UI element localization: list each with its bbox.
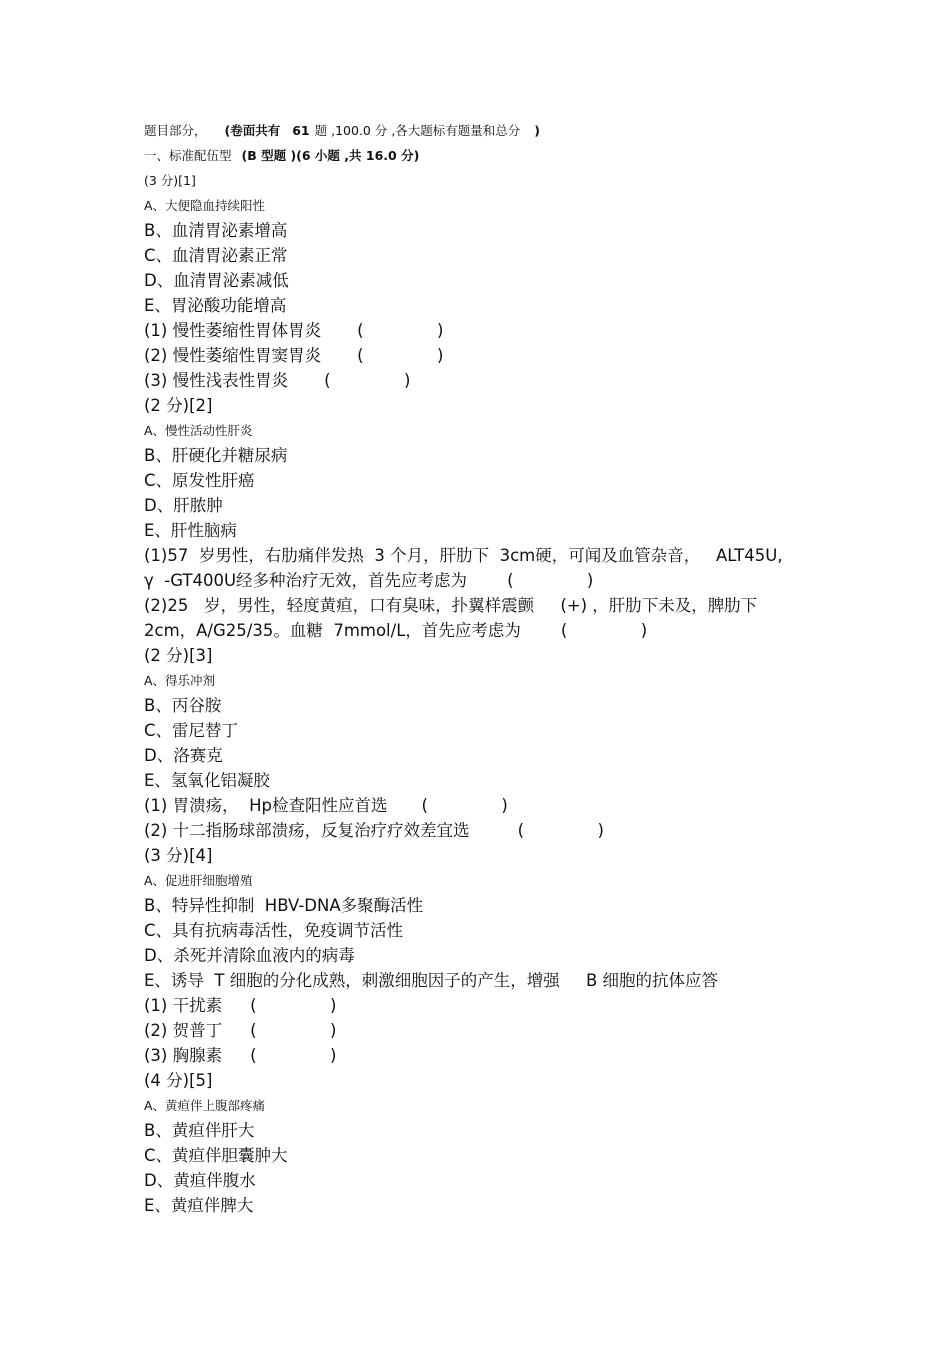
option-e: E、氢氧化铝凝胶 <box>144 771 270 790</box>
sub-question: (3) 慢性浅表性胃炎 ( ) <box>144 368 824 393</box>
answer-blank[interactable]: ( ) <box>421 796 508 815</box>
answer-blank[interactable]: ( ) <box>250 1046 337 1065</box>
sub-question: γ -GT400U经多种治疗无效，首先应考虑为 ( ) <box>144 568 824 593</box>
question-block-1 <box>144 168 824 393</box>
option-a: A、黄疸伴上腹部疼痛 <box>144 1098 266 1113</box>
question-head: (4 分)[5] <box>144 1071 213 1090</box>
answer-blank[interactable]: ( ) <box>324 371 411 390</box>
option-e: E、肝性脑病 <box>144 521 237 540</box>
option-e: E、诱导 T 细胞的分化成熟，刺激细胞因子的产生，增强 B 细胞的抗体应答 <box>144 971 719 990</box>
header-part2: (卷面共有 <box>224 123 281 138</box>
exam-page <box>144 118 824 1218</box>
section-prefix: 一、标准配伍型 <box>144 148 232 163</box>
question-block-4 <box>144 843 824 1068</box>
option-b: B、肝硬化并糖尿病 <box>144 446 288 465</box>
option-a: A、得乐冲剂 <box>144 673 216 688</box>
sub-question: 2cm，A/G25/35。血糖 7mmol/L，首先应考虑为 ( ) <box>144 618 824 643</box>
option-b: B、特异性抑制 HBV-DNA多聚酶活性 <box>144 896 424 915</box>
sub-question: (2) 慢性萎缩性胃窦胃炎 ( ) <box>144 343 824 368</box>
question-block-2 <box>144 393 824 643</box>
answer-blank[interactable]: ( ) <box>357 346 444 365</box>
option-d: D、杀死并清除血液内的病毒 <box>144 946 355 965</box>
header-count: 61 <box>292 123 310 138</box>
sub-question: (1) 干扰素 ( ) <box>144 993 824 1018</box>
section-title <box>144 143 824 168</box>
option-e: E、黄疸伴脾大 <box>144 1196 254 1215</box>
option-c: C、血清胃泌素正常 <box>144 246 288 265</box>
option-b: B、血清胃泌素增高 <box>144 221 288 240</box>
sub-question: (3) 胸腺素 ( ) <box>144 1043 824 1068</box>
question-head: (2 分)[3] <box>144 646 213 665</box>
sub-question: (2)25 岁，男性，轻度黄疸，口有臭味，扑翼样震颤 (+) ，肝肋下未及，脾肋下 <box>144 596 758 615</box>
option-d: D、洛赛克 <box>144 746 223 765</box>
answer-blank[interactable]: ( ) <box>517 821 604 840</box>
question-block-5 <box>144 1068 824 1218</box>
question-head: (3 分)[4] <box>144 846 213 865</box>
answer-blank[interactable]: ( ) <box>357 321 444 340</box>
option-c: C、具有抗病毒活性，免疫调节活性 <box>144 921 404 940</box>
sub-question: (1)57 岁男性，右肋痛伴发热 3 个月，肝肋下 3cm硬，可闻及血管杂音， ALT45U, <box>144 546 783 565</box>
sub-question: (2) 贺普丁 ( ) <box>144 1018 824 1043</box>
exam-header <box>144 118 824 143</box>
sub-question: (1) 胃溃疡， Hp检查阳性应首选 ( ) <box>144 793 824 818</box>
answer-blank[interactable]: ( ) <box>507 571 594 590</box>
option-c: C、雷尼替丁 <box>144 721 239 740</box>
question-block-3 <box>144 643 824 843</box>
header-part4: ) <box>534 123 541 138</box>
answer-blank[interactable]: ( ) <box>560 621 648 640</box>
option-d: D、血清胃泌素减低 <box>144 271 289 290</box>
option-e: E、胃泌酸功能增高 <box>144 296 287 315</box>
section-bold: (B 型题 )(6 小题 ,共 16.0 分) <box>241 148 420 163</box>
header-part3: 题 ,100.0 分 ,各大题标有题量和总分 <box>314 123 521 138</box>
option-b: B、丙谷胺 <box>144 696 222 715</box>
answer-blank[interactable]: ( ) <box>250 996 337 1015</box>
sub-question: (1) 慢性萎缩性胃体胃炎 ( ) <box>144 318 824 343</box>
question-head: (2 分)[2] <box>144 396 213 415</box>
option-c: C、黄疸伴胆囊肿大 <box>144 1146 288 1165</box>
option-d: D、黄疸伴腹水 <box>144 1171 256 1190</box>
sub-question: (2) 十二指肠球部溃疡，反复治疗疗效差宜选 ( ) <box>144 818 824 843</box>
option-a: A、慢性活动性肝炎 <box>144 423 253 438</box>
option-a: A、大便隐血持续阳性 <box>144 198 266 213</box>
option-c: C、原发性肝癌 <box>144 471 255 490</box>
header-part1: 题目部分， <box>144 123 207 138</box>
option-b: B、黄疸伴肝大 <box>144 1121 255 1140</box>
option-d: D、肝脓肿 <box>144 496 223 515</box>
question-head: (3 分)[1] <box>144 173 196 188</box>
answer-blank[interactable]: ( ) <box>250 1021 337 1040</box>
option-a: A、促进肝细胞增殖 <box>144 873 253 888</box>
